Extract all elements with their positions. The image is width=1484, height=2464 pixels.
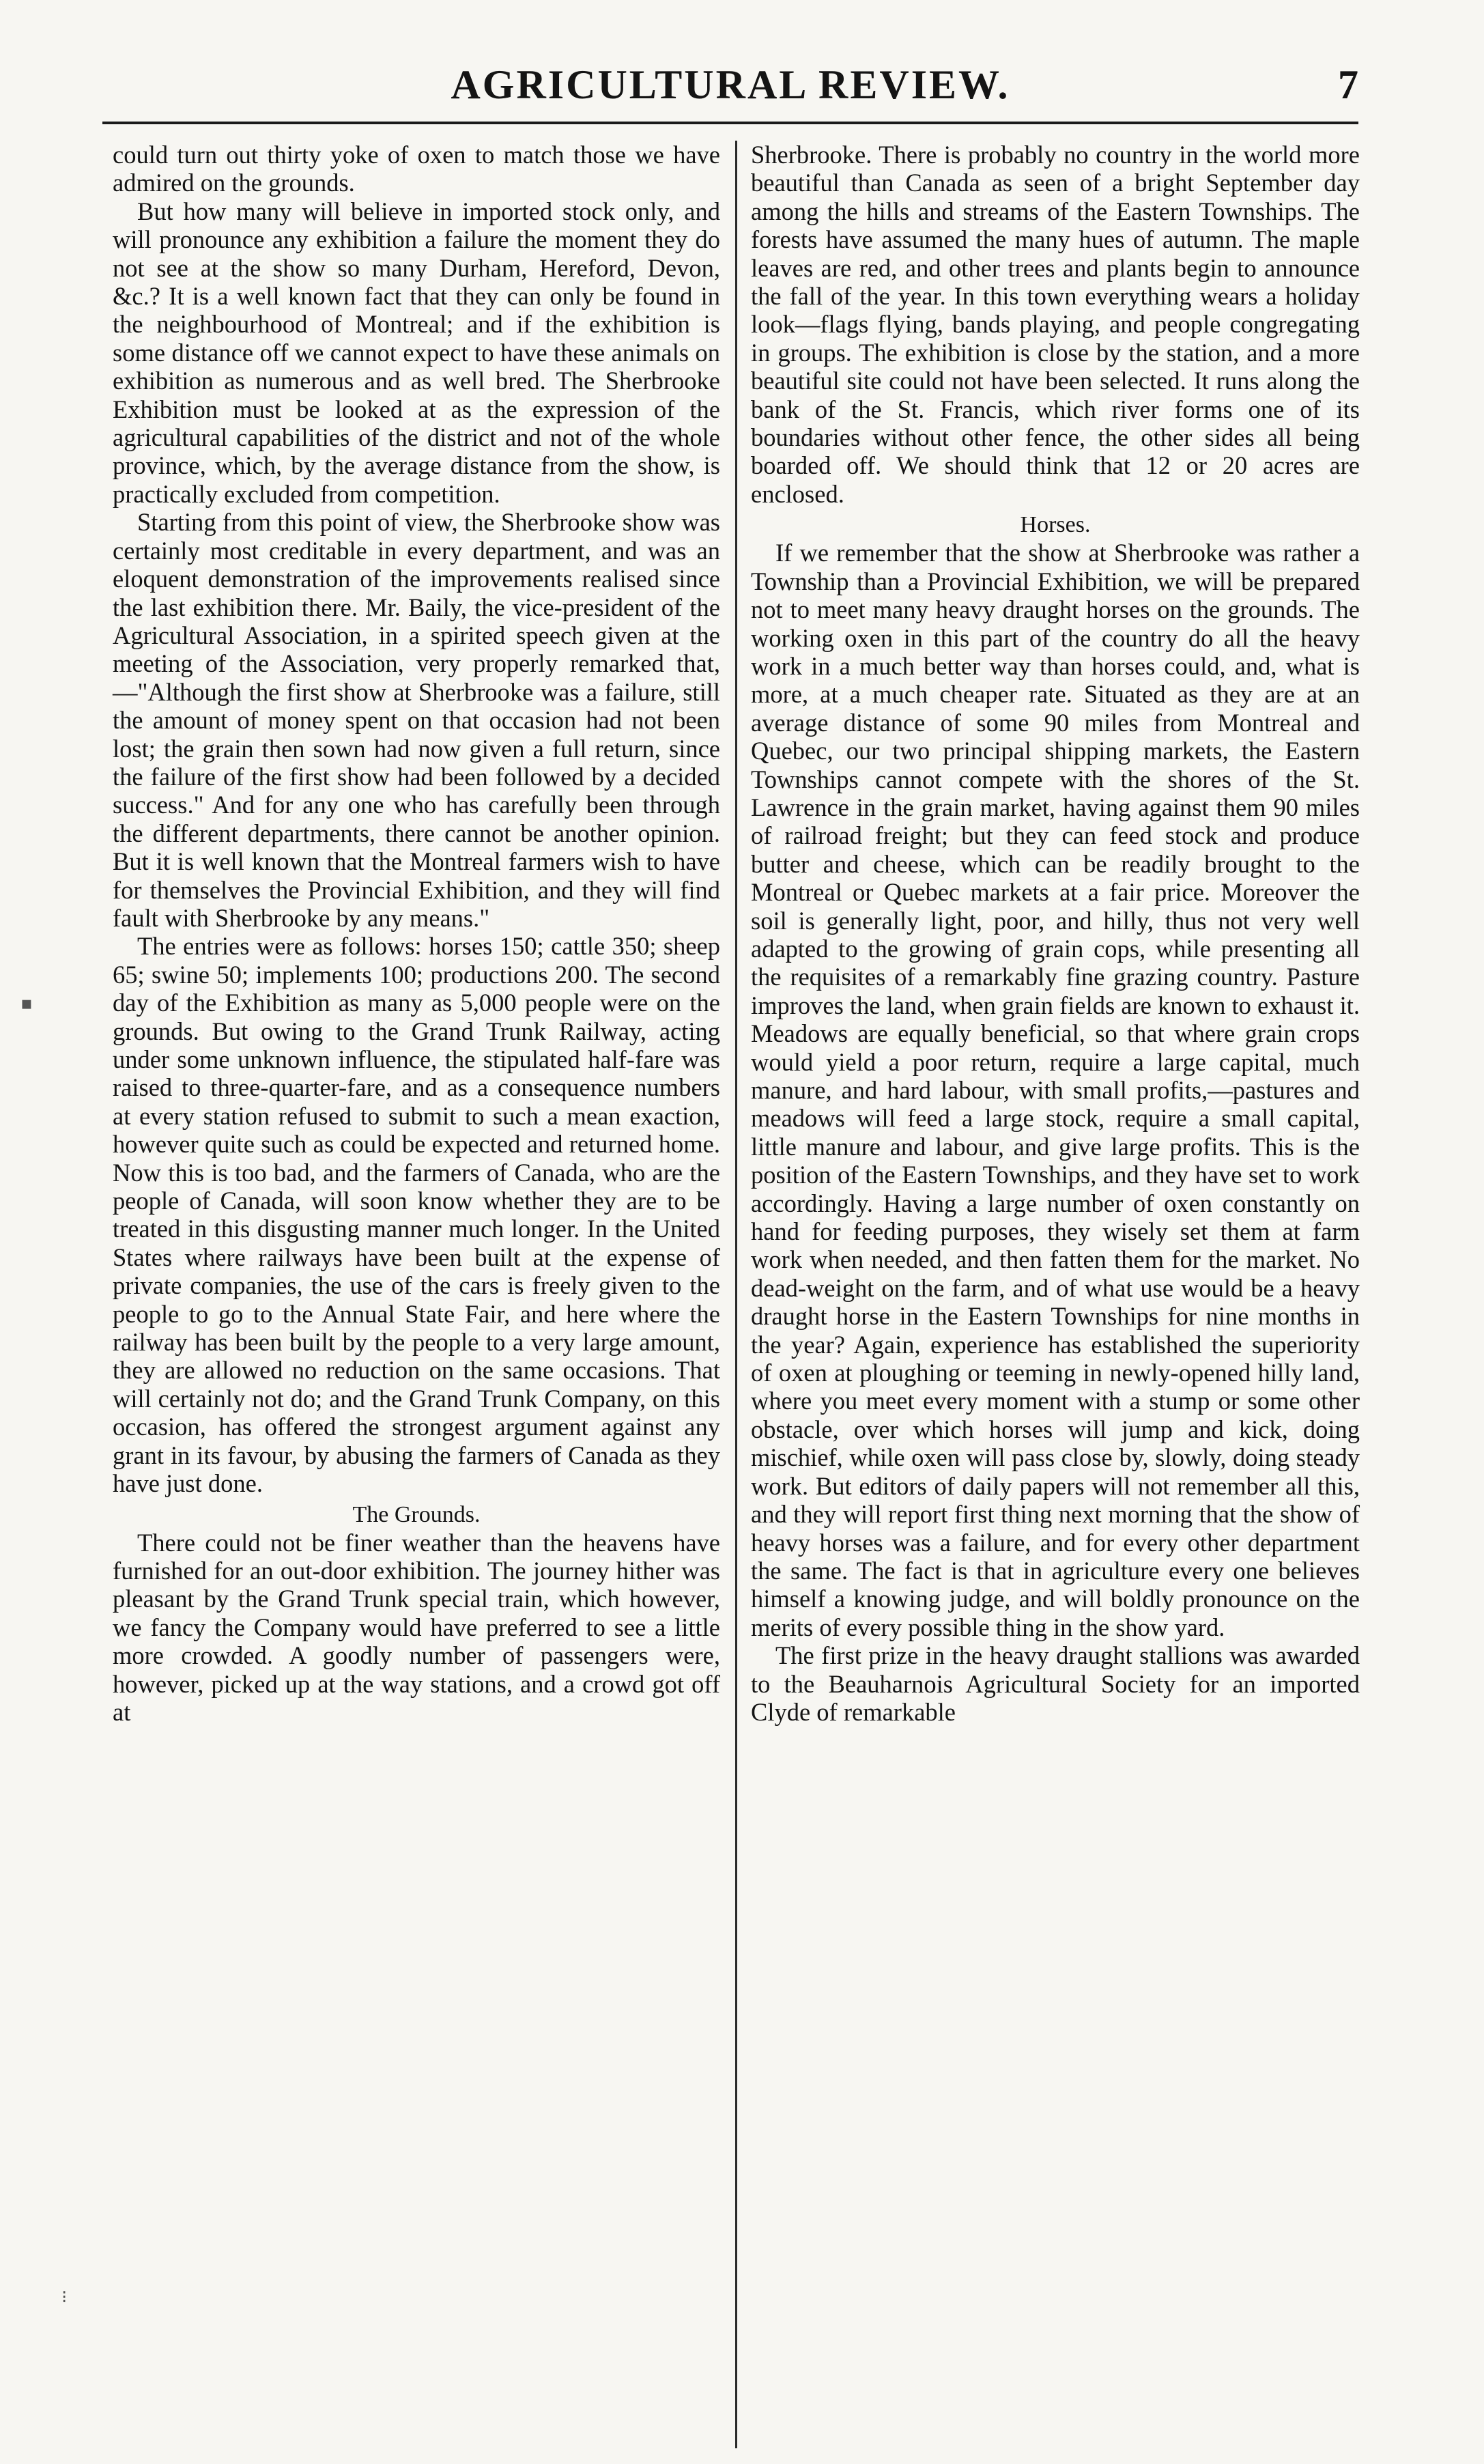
right-column: [751, 141, 1360, 1726]
paragraph: Starting from this point of view, the Sherbrooke show was certainly most creditable in every department, and was an eloquent demonstration of the improvements realised since the last exhibition there. Mr. Baily, the vice-president of the Agricultural Association, in a spirited speech given at the meeting of the Association, very properly remarked that,—"Although the first show at Sherbrooke was a failure, still the amount of money spent on that occasion had not been lost; the grain then sown had now given a full return, since the failure of the first show had been followed by a decided success." And for any one who has carefully been through the different departments, there cannot be another opinion. But it is well known that the Montreal farmers wish to have for themselves the Provincial Exhibition, and they will find fault with Sherbrooke by any means.": [113, 508, 720, 932]
margin-mark: ⁝: [61, 2287, 68, 2308]
column-divider: [735, 141, 737, 2448]
journal-title: AGRICULTURAL REVIEW.: [451, 62, 1010, 107]
section-heading-grounds: The Grounds.: [352, 1501, 481, 1527]
paragraph: The first prize in the heavy draught stallions was awarded to the Beauharnois Agricultural Society for an imported Clyde of remarkable: [751, 1641, 1360, 1726]
section-heading-horses: Horses.: [1020, 512, 1091, 538]
left-column: [113, 141, 720, 1726]
paragraph: But how many will believe in imported stock only, and will pronounce any exhibition a failure the moment they do not see at the show so many Durham, Hereford, Devon, &c.? It is a well known fact that they can only be found in the neighbourhood of Montreal; and if the exhibition is some distance off we cannot expect to have these animals on exhibition as numerous and as well bred. The Sherbrooke Exhibition must be looked at as the expression of the agricultural capabilities of the district and not of the whole province, which, by the average distance from the show, is practically excluded from competition.: [113, 197, 720, 508]
page-number: 7: [1338, 62, 1358, 107]
paragraph: There could not be finer weather than the heavens have furnished for an out-door exhibition. The journey hither was pleasant by the Grand Trunk special train, which however, we fancy the Company would have preferred to see a little more crowded. A goodly number of passengers were, however, picked up at the way stations, and a crowd got off at: [113, 1528, 720, 1726]
header-rule: [102, 122, 1358, 124]
margin-mark: ▪: [20, 993, 33, 1014]
running-header: [102, 55, 1358, 109]
paragraph: If we remember that the show at Sherbrooke was rather a Township than a Provincial Exhibition, we will be prepared not to meet many heavy draught horses on the grounds. The working oxen in this part of the country do all the heavy work in a much better way than horses could, and, what is more, at a much cheaper rate. Situated as they are at an average distance of some 90 miles from Montreal and Quebec, our two principal shipping markets, the Eastern Townships cannot compete with the shores of the St. Lawrence in the grain market, having against them 90 miles of railroad freight; but they can feed stock and produce butter and cheese, which can be readily brought to the Montreal or Quebec markets at a fair price. Moreover the soil is generally light, poor, and hilly, thus not very well adapted to the growing of grain cops, while presenting all the requisites of a remarkably fine grazing country. Pasture improves the land, when grain fields are known to exhaust it. Meadows are equally beneficial, so that where grain crops would yield a poor return, require a large capital, much manure, and hard labour, with small profits,—pastures and meadows will feed a large stock, require a small capital, little manure and labour, and give large profits. This is the position of the Eastern Townships, and they have set to work accordingly. Having a large number of oxen constantly on hand for feeding purposes, they wisely set them at farm work when needed, and then fatten them for the market. No dead-weight on the farm, and of what use would be a heavy draught horse in the Eastern Townships for nine months in the year? Again, experience has established the superiority of oxen at ploughing or teeming in newly-opened hilly land, where you meet every moment with a stump or some other obstacle, over which horses will jump and kick, doing mischief, while oxen will pass close by, slowly, doing steady work. But editors of daily papers will not remember all this, and they will report first thing next morning that the show of heavy horses was a failure, and for every other department the same. The fact is that in agriculture every one believes himself a knowing judge, and will boldly pronounce on the merits of every possible thing in the show yard.: [751, 539, 1360, 1641]
paragraph: The entries were as follows: horses 150; cattle 350; sheep 65; swine 50; implements 100; productions 200. The second day of the Exhibition as many as 5,000 people were on the grounds. But owing to the Grand Trunk Railway, acting under some unknown influence, the stipulated half-fare was raised to three-quarter-fare, and as a consequence numbers at every station refused to submit to such a mean exaction, however quite such as could be expected and returned home. Now this is too bad, and the farmers of Canada, who are the people of Canada, will soon know whether they are to be treated in this disgusting manner much longer. In the United States where railways have been built at the expense of private companies, the use of the cars is freely given to the people to go to the Annual State Fair, and here where the railway has been built by the people to a very large amount, they are allowed no reduction on the same occasions. That will certainly not do; and the Grand Trunk Company, on this occasion, has offered the strongest argument against any grant in its favour, by abusing the farmers of Canada as they have just done.: [113, 932, 720, 1498]
paragraph: Sherbrooke. There is probably no country in the world more beautiful than Canada as seen of a bright September day among the hills and streams of the Eastern Townships. The forests have assumed the many hues of autumn. The maple leaves are red, and other trees and plants begin to announce the fall of the year. In this town everything wears a holiday look—flags flying, bands playing, and people congregating in groups. The exhibition is close by the station, and a more beautiful site could not have been selected. It runs along the bank of the St. Francis, which river forms one of its boundaries without other fence, the other sides all being boarded off. We should think that 12 or 20 acres are enclosed.: [751, 141, 1360, 508]
paragraph: could turn out thirty yoke of oxen to match those we have admired on the grounds.: [113, 141, 720, 197]
